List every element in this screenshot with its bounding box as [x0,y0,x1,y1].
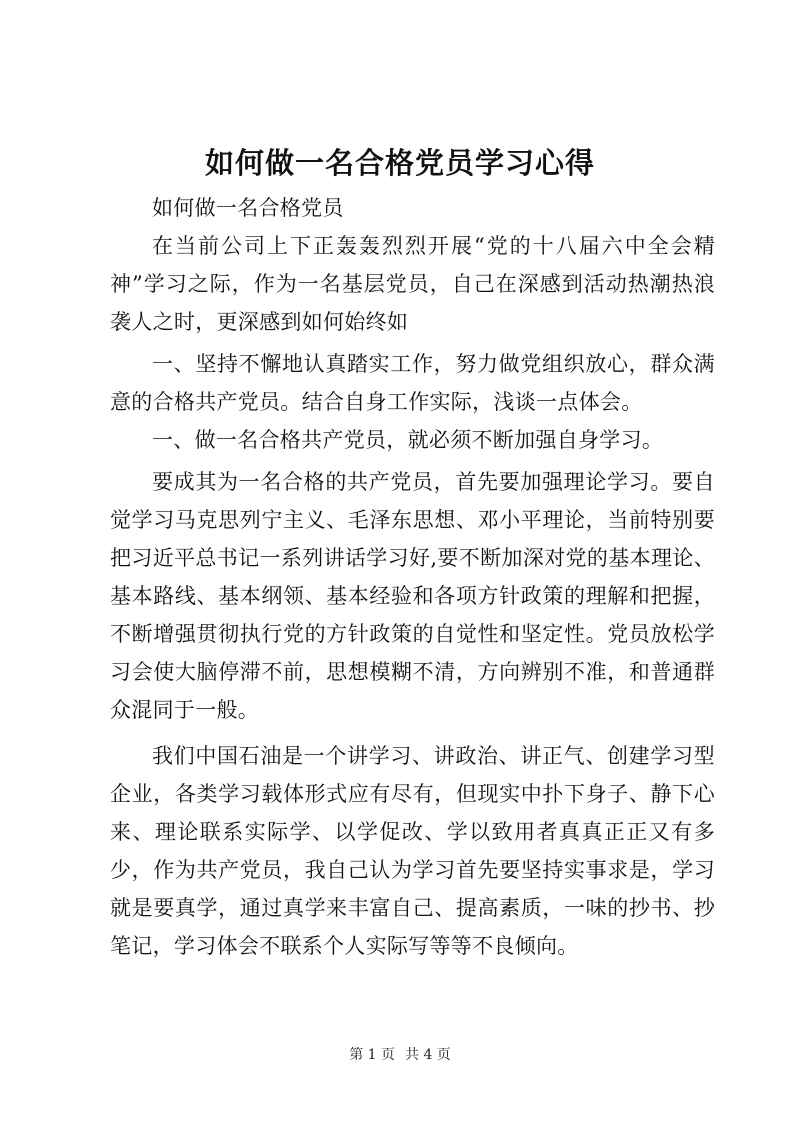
page-title: 如何做一名合格党员学习心得 [204,146,595,180]
paragraph-intro: 在当前公司上下正轰轰烈烈开展“党的十八届六中全会精神”学习之际，作为一名基层党员，自己在深感到活动热潮热浪袭人之时，更深感到如何始终如 [110,234,715,334]
page-number: 第 1 页 [349,1047,395,1063]
document-body [110,189,715,965]
page-footer [0,1045,800,1065]
paragraph-persist: 一、坚持不懈地认真踏实工作，努力做党组织放心，群众满意的合格共产党员。结合自身工作实际，浅谈一点体会。 [110,352,715,414]
page-total: 共 4 页 [405,1047,451,1063]
paragraph-subtitle: 如何做一名合格党员 [152,196,344,220]
paragraph-heading-one: 一、做一名合格共产党员，就必须不断加强自身学习。 [152,428,664,452]
paragraph-petrochina: 我们中国石油是一个讲学习、讲政治、讲正气、创建学习型企业，各类学习载体形式应有尽有，但现实中扑下身子、静下心来、理论联系实际学、以学促改、学以致用者真真正正又有多少，作为共产党员，我自己认为学习首先要坚持实事求是，学习就是要真学，通过真学来丰富自己、提高素质，一味的抄书、抄笔记，学习体会不联系个人实际写等等不良倾向。 [110,744,715,958]
paragraph-theory-study: 要成其为一名合格的共产党员，首先要加强理论学习。要自觉学习马克思列宁主义、毛泽东思想、邓小平理论，当前特别要把习近平总书记一系列讲话学习好,要不断加深对党的基本理论、基本路线、基本纲领、基本经验和各项方针政策的理解和把握，不断增强贯彻执行党的方针政策的自觉性和坚定性。党员放松学习会使大脑停滞不前，思想模糊不清，方向辨别不准，和普通群众混同于一般。 [110,470,715,722]
